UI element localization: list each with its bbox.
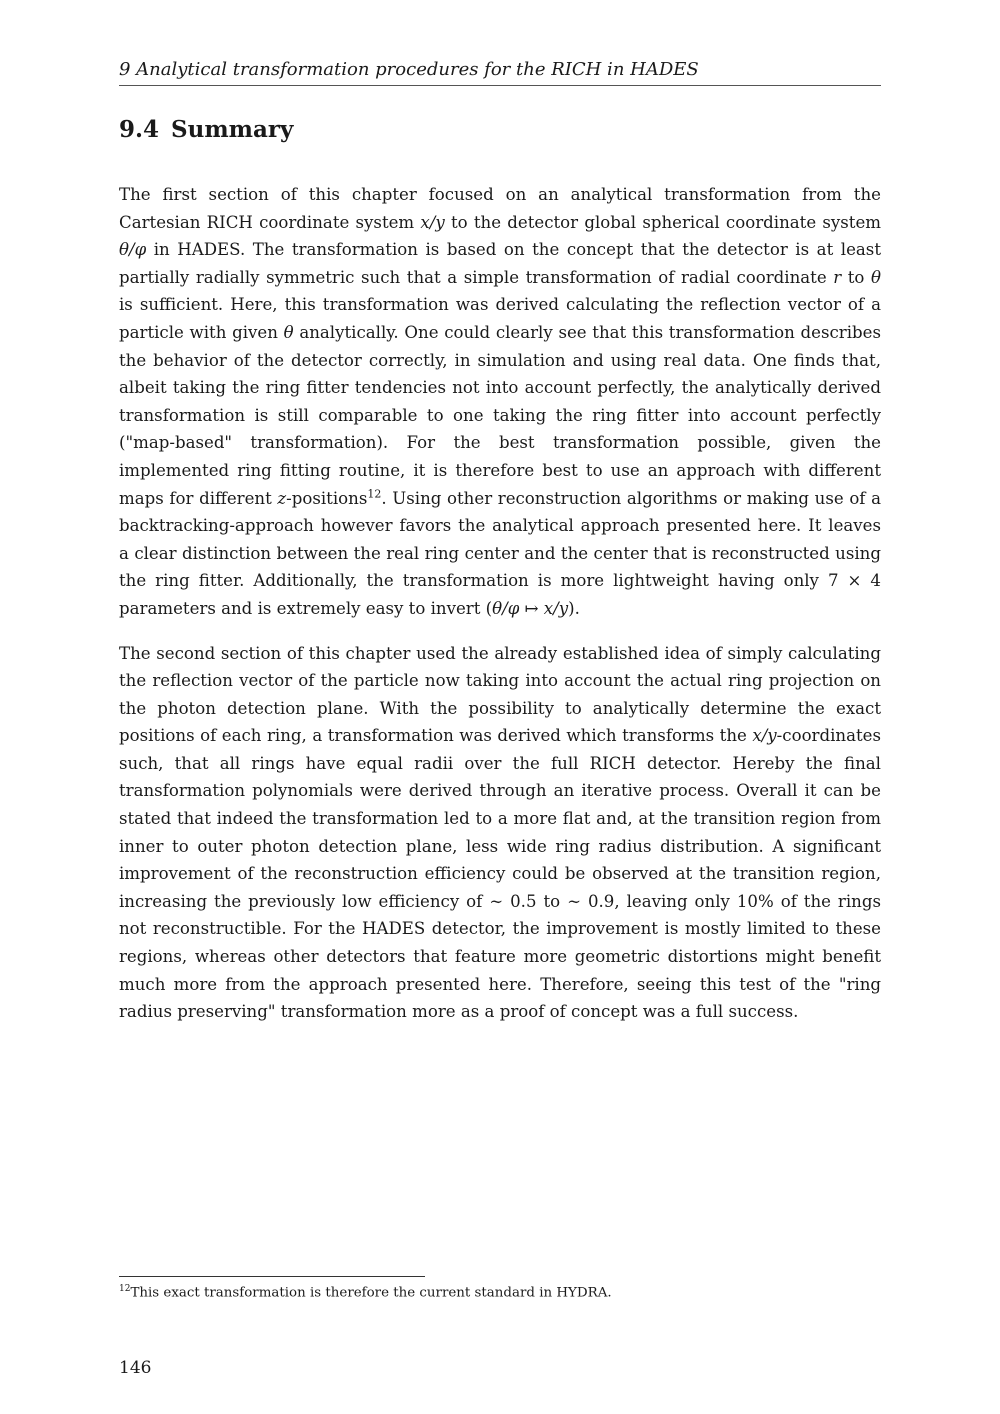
- math-inline: θ: [871, 267, 881, 287]
- math-inline: r: [833, 267, 842, 287]
- section-heading: [119, 114, 293, 146]
- running-header: 9 Analytical transformation procedures for the RICH in HADES: [119, 58, 881, 86]
- footnote-mark: 12: [119, 1284, 131, 1294]
- footnote-divider: [119, 1276, 425, 1277]
- math-inline: θ/φ ↦ x/y: [492, 598, 569, 618]
- text-run: The first section of this chapter focused on an analytical transformation from the Cartesian RICH coordinate system: [119, 185, 881, 232]
- math-inline: x/y: [752, 726, 777, 746]
- text-run: The second section of this chapter used the already established idea of simply calculating the reflection vector of the particle now taking into account the actual ring projection on the photon detection plane. With the possibility to analytically determine the exact positions of each ring, a transformation was derived which transforms the: [119, 643, 881, 746]
- footnote-marker[interactable]: 12: [367, 487, 382, 500]
- math-inline: z: [277, 488, 287, 508]
- math-inline: θ: [283, 322, 294, 342]
- page-number: 146: [119, 1358, 152, 1378]
- footnote-text: This exact transformation is therefore the current standard in HYDRA.: [130, 1285, 612, 1301]
- paragraph-1: [119, 181, 881, 623]
- body-text: [119, 181, 881, 1043]
- math-inline: x/y: [420, 212, 445, 232]
- math-inline: θ/φ: [119, 240, 147, 260]
- text-run: -positions: [286, 488, 368, 508]
- text-run: to: [841, 267, 871, 287]
- section-title: Summary: [171, 116, 294, 143]
- text-run: ).: [568, 598, 580, 618]
- footnote: [119, 1279, 881, 1303]
- text-run: analytically. One could clearly see that this transformation describes the behavior of the detector correctly, in simulation and using real data. One finds that, albeit taking the ring fitter tendencies not into account perfectly, the analytically derived transformation is still comparable to one taking the ring fitter into account perfectly ("map-based" transformation). For the best transformation possible, given the implemented ring fitting routine, it is therefore best to use an approach with different maps for different: [119, 322, 881, 508]
- paragraph-2: [119, 640, 881, 1026]
- text-run: is sufficient. Here, this transformation was derived calculating the reflection vector of a particle with given: [119, 295, 881, 342]
- text-run: . Using other reconstruction algorithms or making use of a backtracking-approach however favors the analytical approach presented here. It leaves a clear distinction between the real ring center and the center that is reconstructed using the ring fitter. Additionally, the transformation is more lightweight having only 7 × 4 parameters and is extremely easy to invert (: [119, 488, 881, 618]
- section-number: 9.4: [119, 116, 160, 143]
- text-run: in HADES. The transformation is based on the concept that the detector is at least partially radially symmetric such that a simple transformation of radial coordinate: [119, 240, 881, 287]
- text-run: to the detector global spherical coordinate system: [444, 212, 882, 232]
- text-run: -coordinates such, that all rings have equal radii over the full RICH detector. Hereby the final transformation polynomials were derived through an iterative process. Overall it can be stated that indeed the transformation led to a more flat and, at the transition region from inner to outer photon detection plane, less wide ring radius distribution. A significant improvement of the reconstruction efficiency could be observed at the transition region, increasing the previously low efficiency of ∼ 0.5 to ∼ 0.9, leaving only 10% of the rings not reconstructible. For the HADES detector, the improvement is mostly limited to these regions, whereas other detectors that feature more geometric distortions might benefit much more from the approach presented here. Therefore, seeing this test of the "ring radius preserving" transformation more as a proof of concept was a full success.: [119, 726, 881, 1022]
